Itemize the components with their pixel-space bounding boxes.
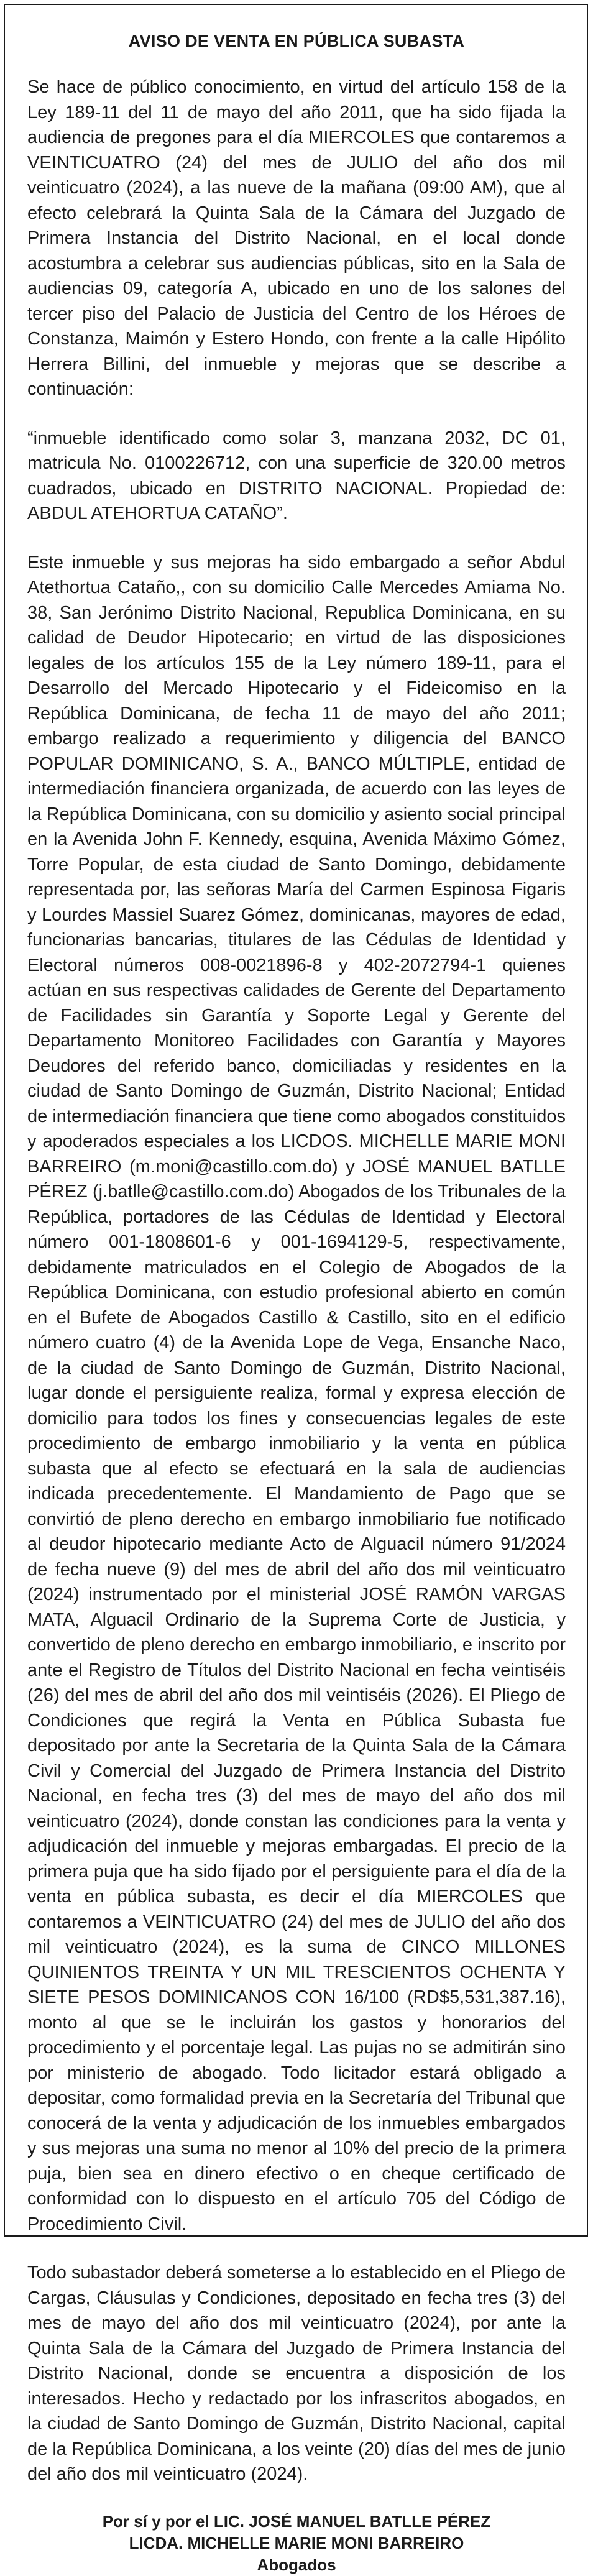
signature-block (27, 2511, 566, 2576)
paragraph-property: “inmueble identificado como solar 3, manzana 2032, DC 01, matricula No. 0100226712, con una superficie de 320.00 metros cuadrados, ubicado en DISTRITO NACIONAL. Propiedad de: ABDUL ATEHORTUA CATAÑO”. (27, 428, 566, 523)
paragraph-seizure-details: Este inmueble y sus mejoras ha sido embargado a señor Abdul Atethortua Cataño,, con su domicilio Calle Mercedes Amiama No. 38, San Jerónimo Distrito Nacional, Republica Dominicana, en su calidad de Deudor Hipotecario; en virtud de las disposiciones legales de los artículos 155 de la Ley número 189-11, para el Desarrollo del Mercado Hipotecario y el Fideicomiso en la República Dominicana, de fecha 11 de mayo del año 2011; embargo realizado a requerimiento y diligencia del BANCO POPULAR DOMINICANO, S. A., BANCO MÚLTIPLE, entidad de intermediación financiera organizada, de acuerdo con las leyes de la República Dominicana, con su domicilio y asiento social principal en la Avenida John F. Kennedy, esquina, Avenida Máximo Gómez, Torre Popular, de esta ciudad de Santo Domingo, debidamente representada por, las señoras María del Carmen Espinosa Figaris y Lourdes Massiel Suarez Gómez, dominicanas, mayores de edad, funcionarias bancarias, titulares de las Cédulas de Identidad y Electoral números 008-0021896-8 y 402-2072794-1 quienes actúan en sus respectivas calidades de Gerente del Departamento de Facilidades sin Garantía y Soporte Legal y Gerente del Departamento Monitoreo Facilidades con Garantía y Mayores Deudores del referido banco, domiciliadas y residentes en la ciudad de Santo Domingo de Guzmán, Distrito Nacional; Entidad de intermediación financiera que tiene como abogados constituidos y apoderados especiales a los LICDOS. MICHELLE MARIE MONI BARREIRO (m.moni@castillo.com.do) y JOSÉ MANUEL BATLLE PÉREZ (j.batlle@castillo.com.do) Abogados de los Tribunales de la República, portadores de las Cédulas de Identidad y Electoral número 001-1808601-6 y 001-1694129-5, respectivamente, debidamente matriculados en el Colegio de Abogados de la República Dominicana, con estudio profesional abierto en común en el Bufete de Abogados Castillo & Castillo, sito en el edificio número cuatro (4) de la Avenida Lope de Vega, Ensanche Naco, de la ciudad de Santo Domingo de Guzmán, Distrito Nacional, lugar donde el persiguiente realiza, formal y expresa elección de domicilio para todos los fines y consecuencias legales de este procedimiento de embargo inmobiliario y la venta en pública subasta que al efecto se efectuará en la sala de audiencias indicada precedentemente. El Mandamiento de Pago que se convirtió de pleno derecho en embargo inmobiliario fue notificado al deudor hipotecario mediante Acto de Alguacil número 91/2024 de fecha nueve (9) del mes de abril del año dos mil veinticuatro (2024) instrumentado por el ministerial JOSÉ RAMÓN VARGAS MATA, Alguacil Ordinario de la Suprema Corte de Justicia, y convertido de pleno derecho en embargo inmobiliario, e inscrito por ante el Registro de Títulos del Distrito Nacional en fecha veintiséis (26) del mes de abril del año dos mil veintiséis (2026). El Pliego de Condiciones que regirá la Venta en Pública Subasta fue depositado por ante la Secretaria de la Quinta Sala de la Cámara Civil y Comercial del Juzgado de Primera Instancia del Distrito Nacional, en fecha tres (3) del mes de mayo del año dos mil veinticuatro (2024), donde constan las condiciones para la venta y adjudicación del inmueble y mejoras embargadas. El precio de la primera puja que ha sido fijado por el persiguiente para el día de la venta en pública subasta, es decir el día MIERCOLES que contaremos a VEINTICUATRO (24) del mes de JULIO del año dos mil veinticuatro (2024), es la suma de CINCO MILLONES QUINIENTOS TREINTA Y UN MIL TRESCIENTOS OCHENTA Y SIETE PESOS DOMINICANOS CON 16/100 (RD$5,531,387.16), monto al que se le incluirán los gastos y honorarios del procedimiento y el porcentaje legal. Las pujas no se admitirán sino por ministerio de abogado. Todo licitador estará obligado a depositar, como formalidad previa en la Secretaría del Tribunal que conocerá de la venta y adjudicación de los inmuebles embargados y sus mejoras una suma no menor al 10% del precio de la primera puja, bien sea en dinero efectivo o en cheque certificado de conformidad con lo dispuesto en el artículo 705 del Código de Procedimiento Civil. (27, 552, 566, 2234)
notice-title: AVISO DE VENTA EN PÚBLICA SUBASTA (128, 32, 465, 50)
paragraph-hearing: Se hace de público conocimiento, en virtud del artículo 158 de la Ley 189-11 del 11 de mayo del año 2011, que ha sido fijada la audiencia de pregones para el día MIERCOLES que contaremos a VEINTICUATRO (24) del mes de JULIO del año dos mil veinticuatro (2024), a las nueve de la mañana (09:00 AM), que al efecto celebrará la Quinta Sala de la Cámara del Juzgado de Primera Instancia del Distrito Nacional, en el local donde acostumbra a celebrar sus audiencias públicas, sito en la Sala de audiencias 09, categoría A, ubicado en uno de los salones del tercer piso del Palacio de Justicia del Centro de los Héroes de Constanza, Maimón y Estero Hondo, con frente a la calle Hipólito Herrera Billini, del inmueble y mejoras que se describe a continuación: (27, 77, 566, 399)
signature-line-3: Abogados (257, 2555, 336, 2574)
paragraph-conditions: Todo subastador deberá someterse a lo establecido en el Pliego de Cargas, Cláusulas y Condiciones, depositado en fecha tres (3) del mes de mayo del año dos mil veinticuatro (2024), por ante la Quinta Sala de la Cámara del Juzgado de Primera Instancia del Distrito Nacional, donde se encuentra a disposición de los interesados. Hecho y redactado por los infrascritos abogados, en la ciudad de Santo Domingo de Guzmán, Distrito Nacional, capital de la República Dominicana, a los veinte (20) días del mes de junio del año dos mil veinticuatro (2024). (27, 2263, 566, 2484)
signature-line-2: LICDA. MICHELLE MARIE MONI BARREIRO (129, 2533, 464, 2552)
signature-line-1: Por sí y por el LIC. JOSÉ MANUEL BATLLE PÉREZ (102, 2511, 491, 2531)
legal-notice (4, 4, 588, 2574)
